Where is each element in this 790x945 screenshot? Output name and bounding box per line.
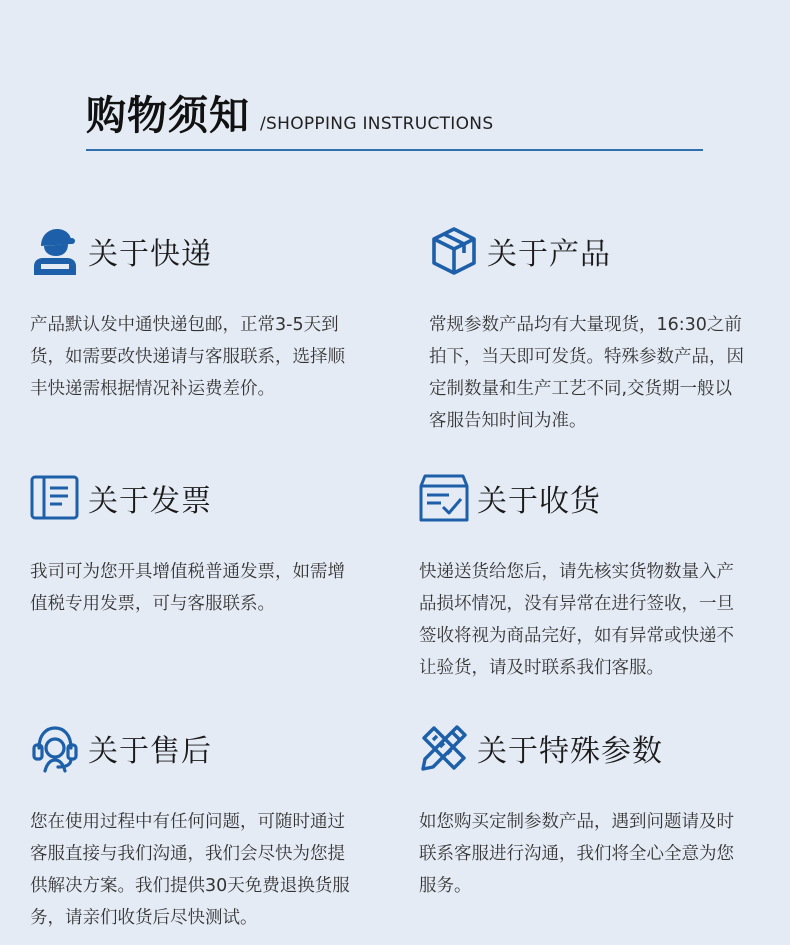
pencil-ruler-icon — [419, 723, 469, 773]
page-subtitle: /SHOPPING INSTRUCTIONS — [260, 114, 494, 134]
box-icon — [429, 226, 479, 276]
section-body: 产品默认发中通快递包邮，正常3-5天到货，如需要改快递请与客服联系，选择顺丰快递需根据情况补运费差价。 — [30, 315, 345, 399]
section-title: 关于收货 — [477, 484, 601, 519]
page-header — [86, 84, 493, 141]
section-invoice — [30, 472, 350, 620]
section-receiving — [419, 472, 739, 684]
section-body: 我司可为您开具增值税普通发票，如需增值税专用发票，可与客服联系。 — [30, 562, 345, 614]
section-title: 关于发票 — [88, 484, 212, 519]
receive-box-icon — [419, 473, 469, 523]
section-product — [429, 225, 749, 437]
section-title: 关于产品 — [487, 237, 611, 272]
headset-icon — [30, 723, 80, 773]
section-delivery — [30, 225, 350, 405]
header-divider — [86, 149, 703, 151]
section-title: 关于售后 — [88, 734, 212, 769]
section-body: 您在使用过程中有任何问题，可随时通过客服直接与我们沟通，我们会尽快为您提供解决方案。我们提供30天免费退换货服务，请亲们收货后尽快测试。 — [30, 812, 350, 928]
courier-icon — [30, 226, 80, 276]
section-body: 常规参数产品均有大量现货，16:30之前拍下，当天即可发货。特殊参数产品，因定制数量和生产工艺不同,交货期一般以客服告知时间为准。 — [429, 315, 744, 431]
invoice-icon — [30, 473, 80, 523]
section-title: 关于快递 — [88, 237, 212, 272]
section-body: 如您购买定制参数产品，遇到问题请及时联系客服进行沟通，我们将全心全意为您服务。 — [419, 812, 734, 896]
section-body: 快递送货给您后，请先核实货物数量入产品损坏情况，没有异常在进行签收，一旦签收将视为商品完好，如有异常或快递不让验货，请及时联系我们客服。 — [419, 562, 734, 678]
section-title: 关于特殊参数 — [477, 734, 663, 769]
page-title: 购物须知 — [86, 93, 250, 139]
section-after-sales — [30, 722, 350, 934]
section-special-params — [419, 722, 739, 902]
